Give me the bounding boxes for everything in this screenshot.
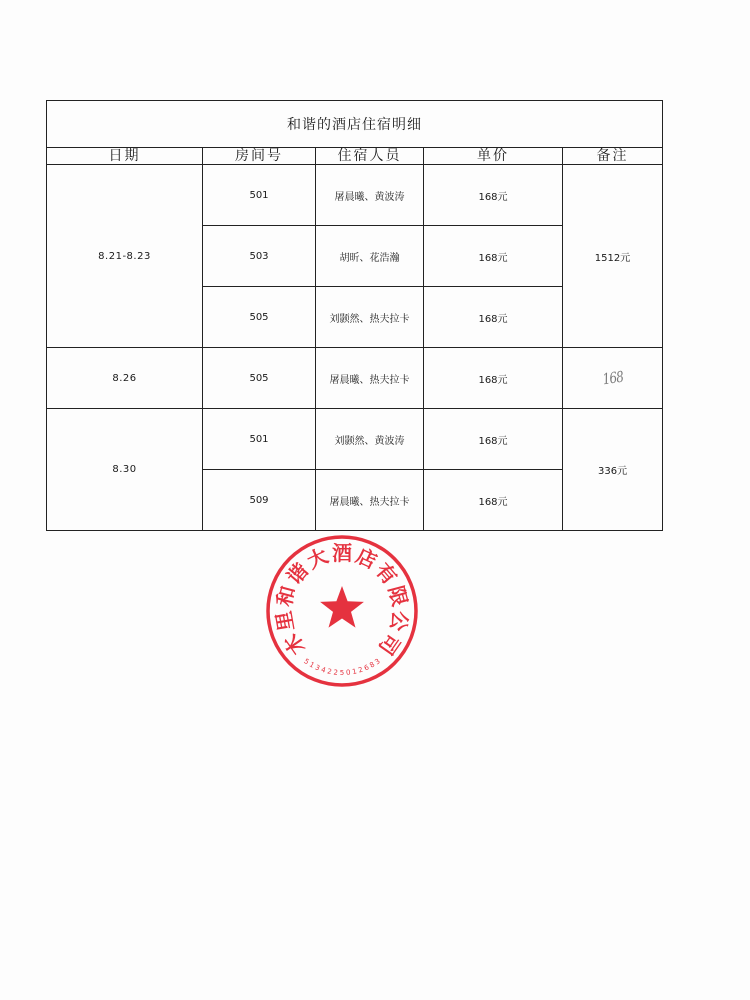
seal-digit: 2 [357, 665, 364, 675]
header-room: 房间号 [203, 148, 316, 165]
header-date: 日期 [47, 148, 203, 165]
room-cell: 505 [203, 287, 316, 348]
seal-digit: 5 [339, 669, 345, 677]
date-cell: 8.21-8.23 [47, 165, 203, 348]
table-title: 和谐的酒店住宿明细 [47, 101, 663, 148]
company-seal [264, 533, 420, 689]
price-cell: 168元 [424, 348, 563, 409]
detail-table [46, 100, 663, 531]
guests-cell: 屠晨曦、黄波涛 [316, 165, 424, 226]
seal-character: 酒 [332, 541, 352, 565]
note-cell-handwritten [563, 348, 663, 409]
note-cell: 336元 [563, 409, 663, 531]
seal-digit: 0 [345, 668, 351, 677]
price-cell: 168元 [424, 409, 563, 470]
room-cell: 501 [203, 165, 316, 226]
header-row [47, 148, 663, 165]
star-icon [320, 586, 364, 628]
seal-character: 木 [278, 629, 311, 660]
seal-digit: 6 [362, 663, 371, 673]
seal-digit: 4 [320, 665, 327, 675]
price-cell: 168元 [424, 470, 563, 531]
note-cell: 1512元 [563, 165, 663, 348]
seal-character: 里 [271, 609, 299, 634]
lodging-detail-table [46, 100, 662, 531]
seal-character: 和 [271, 583, 301, 609]
room-cell: 503 [203, 226, 316, 287]
header-guests: 住宿人员 [316, 148, 424, 165]
guests-cell: 刘颢然、黄波涛 [316, 409, 424, 470]
seal-character: 司 [373, 629, 406, 660]
seal-character: 大 [303, 543, 332, 574]
seal-digit: 3 [313, 663, 322, 673]
seal-digit: 5 [302, 657, 311, 667]
seal-digit: 2 [333, 668, 339, 677]
seal-digit: 3 [373, 657, 382, 667]
header-price: 单价 [424, 148, 563, 165]
guests-cell: 屠晨曦、热夫拉卡 [316, 470, 424, 531]
date-cell: 8.26 [47, 348, 203, 409]
seal-number [302, 657, 381, 677]
handwritten-note: 168 [601, 367, 624, 389]
guests-cell: 胡昕、花浩瀚 [316, 226, 424, 287]
seal-digit: 8 [368, 660, 377, 670]
price-cell: 168元 [424, 287, 563, 348]
guests-cell: 刘颢然、热夫拉卡 [316, 287, 424, 348]
seal-digit: 1 [351, 667, 358, 677]
header-note: 备注 [563, 148, 663, 165]
seal-digit: 2 [326, 667, 333, 677]
title-row [47, 101, 663, 148]
table-row [47, 348, 663, 409]
table-row [47, 409, 663, 470]
seal-graphic [264, 533, 420, 689]
room-cell: 505 [203, 348, 316, 409]
seal-character: 店 [352, 543, 381, 574]
date-cell: 8.30 [47, 409, 203, 531]
price-cell: 168元 [424, 226, 563, 287]
seal-character: 有 [370, 558, 403, 590]
seal-digit: 1 [307, 660, 316, 670]
seal-character: 限 [383, 583, 413, 609]
table-row [47, 165, 663, 226]
guests-cell: 屠晨曦、热夫拉卡 [316, 348, 424, 409]
room-cell: 501 [203, 409, 316, 470]
seal-character: 谐 [281, 558, 314, 590]
price-cell: 168元 [424, 165, 563, 226]
seal-character: 公 [385, 609, 413, 634]
room-cell: 509 [203, 470, 316, 531]
